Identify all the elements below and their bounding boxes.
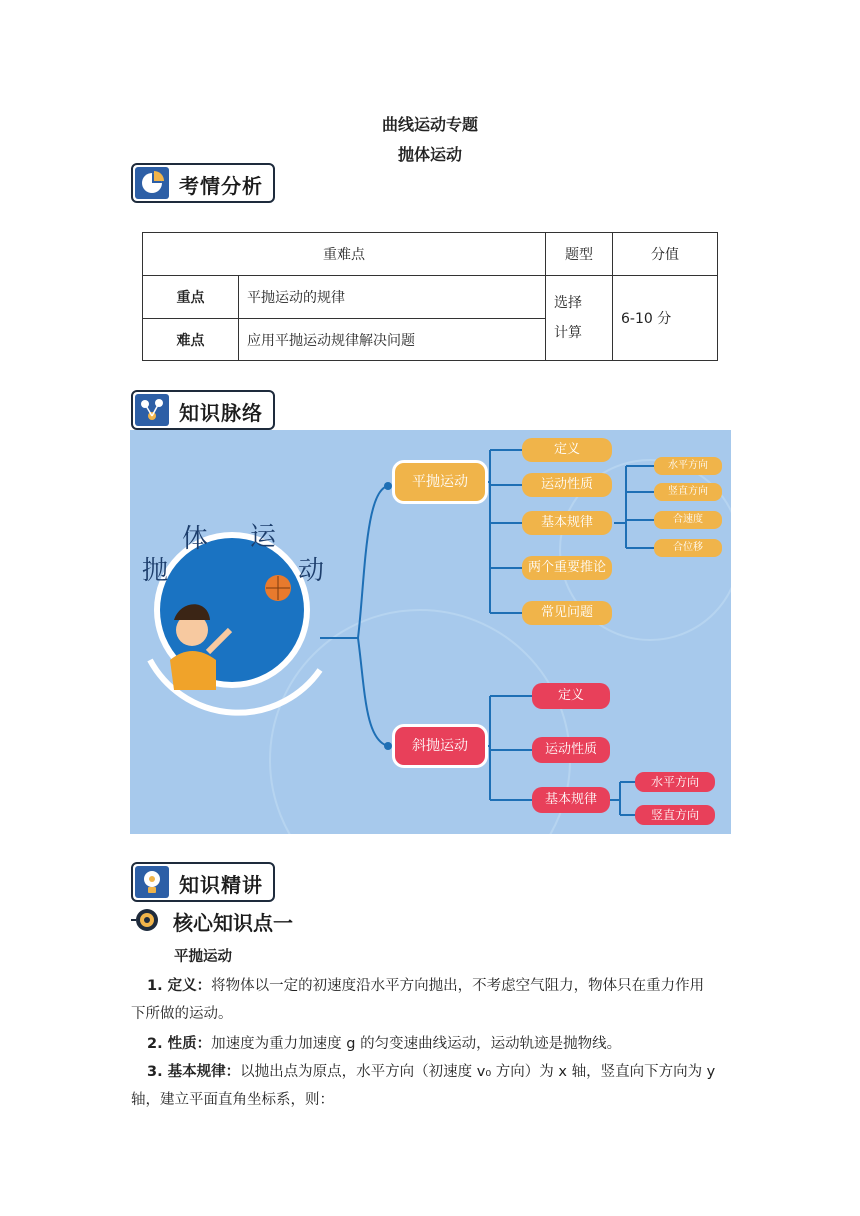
center-char: 抛: [142, 556, 169, 586]
para-text: 轴，建立平面直角坐标系，则：: [131, 1092, 334, 1108]
pie-chart-icon: [135, 167, 169, 199]
type-line: 选择: [554, 295, 582, 311]
node-branch2-item: 基本规律: [532, 787, 610, 813]
page-title: 曲线运动专题: [381, 115, 478, 134]
node-branch1-item: 定义: [522, 438, 612, 462]
section-title: 知识精讲: [179, 873, 263, 897]
network-icon: [135, 394, 169, 426]
target-icon: [131, 904, 163, 936]
node-branch1-sub: 合速度: [654, 511, 722, 529]
node-branch1-sub: 水平方向: [654, 457, 722, 475]
type-cell: [546, 276, 613, 361]
lightbulb-icon: [135, 866, 169, 898]
center-char: 体: [182, 524, 209, 554]
para-label: 3. 基本规律：: [147, 1064, 241, 1080]
table-header: 分值: [613, 233, 718, 276]
para-label: 2. 性质：: [147, 1036, 212, 1052]
node-branch2: 斜抛运动: [392, 724, 488, 768]
section-header-analysis: [131, 163, 275, 203]
type-line: 计算: [554, 325, 582, 341]
core-point-title: 核心知识点一: [173, 911, 293, 935]
center-char: 运: [250, 522, 277, 552]
node-branch1: 平抛运动: [392, 460, 488, 504]
analysis-table: [142, 232, 718, 361]
node-branch2-sub: 竖直方向: [635, 805, 715, 825]
paragraph-rules: [131, 1058, 731, 1114]
score-cell: 6-10 分: [613, 276, 718, 361]
para-text: 将物体以一定的初速度沿水平方向抛出，不考虑空气阻力，物体只在重力作用: [211, 978, 705, 994]
node-branch1-item: 常见问题: [522, 601, 612, 625]
node-branch1-item: 运动性质: [522, 473, 612, 497]
row-content: 应用平抛运动规律解决问题: [239, 319, 546, 361]
table-header: 重难点: [143, 233, 546, 276]
node-branch2-item: 定义: [532, 683, 610, 709]
row-label: 难点: [143, 319, 239, 361]
row-label: 重点: [143, 276, 239, 319]
paragraph-property: [131, 1030, 731, 1058]
para-text: 下所做的运动。: [131, 1006, 233, 1022]
paragraph-definition: [131, 972, 731, 1028]
section-title: 知识脉络: [179, 401, 263, 425]
node-branch1-sub: 合位移: [654, 539, 722, 557]
center-char: 动: [298, 556, 325, 586]
row-content: 平抛运动的规律: [239, 276, 546, 319]
node-branch1-sub: 竖直方向: [654, 483, 722, 501]
mind-map: [130, 430, 731, 834]
node-branch1-item: 基本规律: [522, 511, 612, 535]
section-header-context: [131, 390, 275, 430]
para-text: 以抛出点为原点，水平方向（初速度 v₀ 方向）为 x 轴，竖直向下方向为 y: [240, 1064, 716, 1080]
node-branch2-item: 运动性质: [532, 737, 610, 763]
section-title: 考情分析: [179, 174, 263, 198]
table-header: 题型: [546, 233, 613, 276]
page-subtitle: 抛体运动: [397, 145, 462, 164]
para-label: 1. 定义：: [147, 978, 212, 994]
para-text: 加速度为重力加速度 g 的匀变速曲线运动，运动轨迹是抛物线。: [211, 1036, 622, 1052]
node-branch2-sub: 水平方向: [635, 772, 715, 792]
topic-heading: 平抛运动: [174, 949, 232, 965]
section-header-lecture: [131, 862, 275, 902]
node-branch1-item: 两个重要推论: [522, 556, 612, 580]
